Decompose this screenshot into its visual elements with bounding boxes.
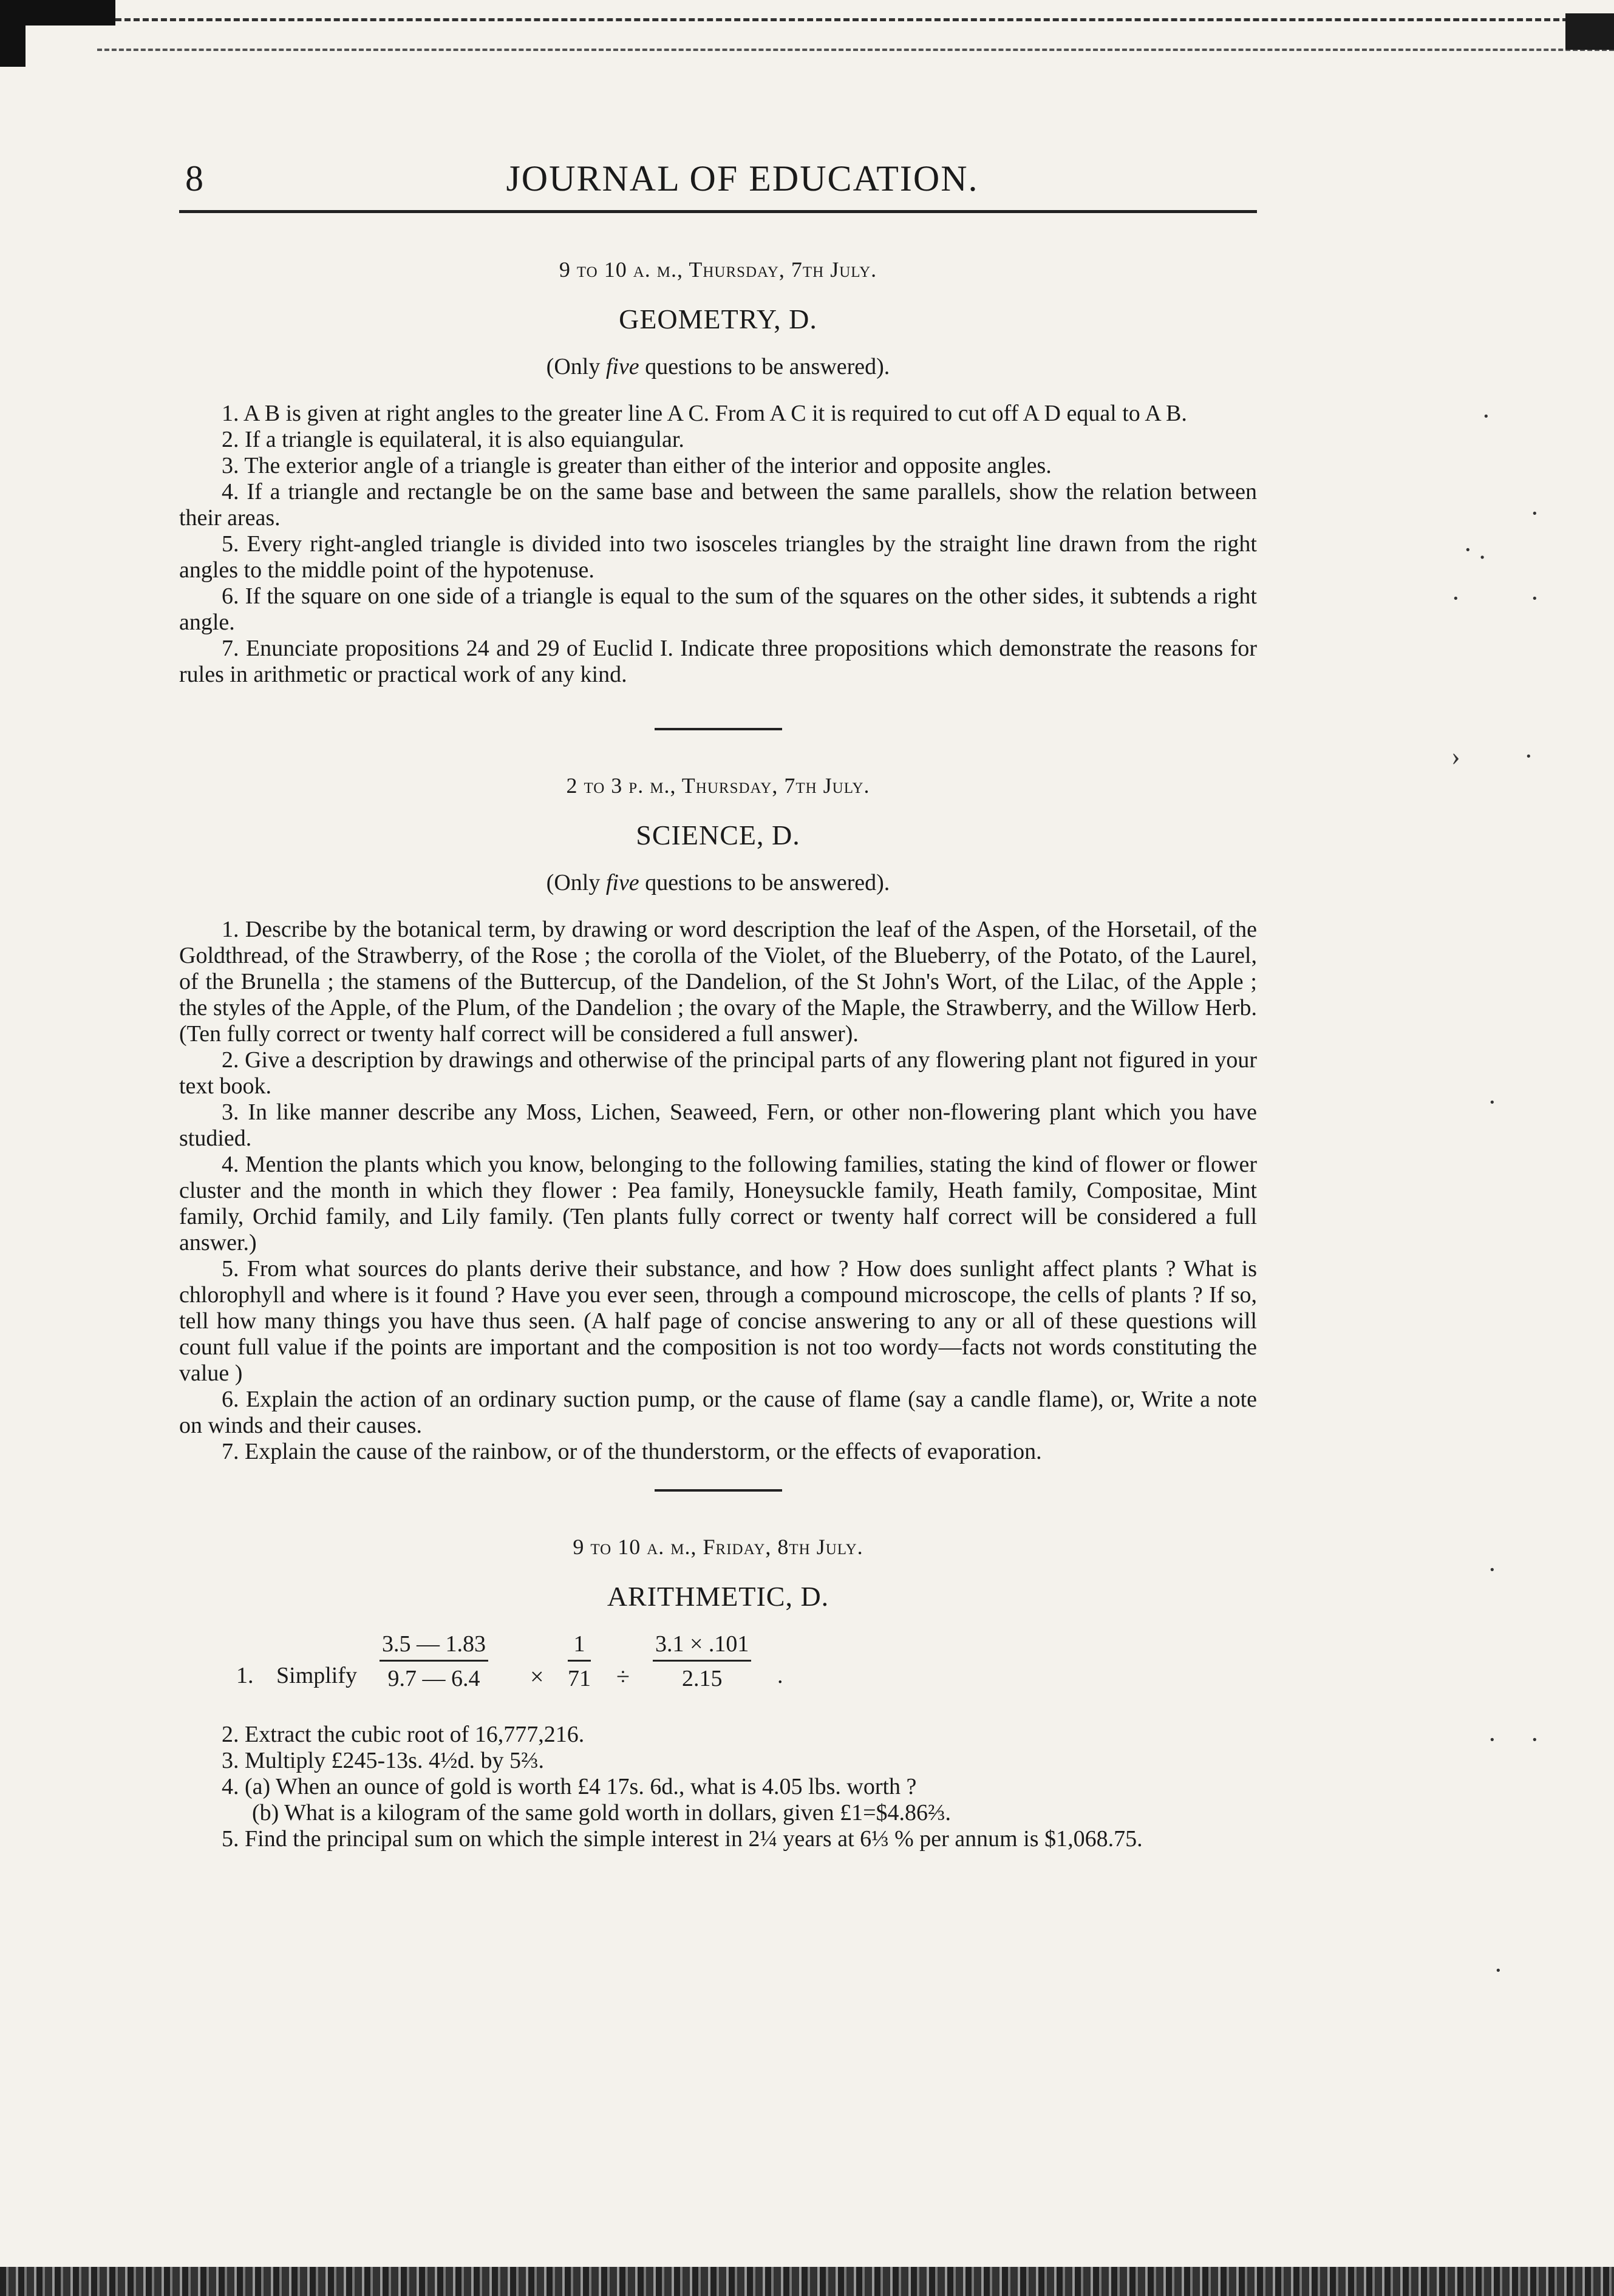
question: 7. Enunciate propositions 24 and 29 of Euclid I. Indicate three propositions which demonstrate the reasons for rules in arithmetic or practical work of any kind. [179,636,1257,687]
section-divider [655,728,782,730]
fraction-numerator: 1 [568,1631,591,1662]
fraction-denominator: 71 [568,1666,591,1691]
exam-subject: GEOMETRY, D. [619,304,817,335]
question: 3. In like manner describe any Moss, Lichen, Seaweed, Fern, or other non-flowering plant which you have studied. [179,1099,1257,1151]
question: (b) What is a kilogram of the same gold worth in dollars, given £1=$4.86⅔. [252,1800,952,1826]
divide-sign: ÷ [616,1663,630,1690]
fraction-numerator: 3.1 × .101 [653,1631,751,1662]
question: 5. Every right-angled triangle is divided into two isosceles triangles by the straight line drawn from the right angles to the middle point of the hypotenuse. [179,531,1257,583]
question-list [179,401,1257,688]
question: 4. If a triangle and rectangle be on the same base and between the same parallels, show the relation between their areas. [179,479,1257,531]
question: 1. Describe by the botanical term, by drawing or word description the leaf of the Aspen, of the Horsetail, of the Goldthread, of the Strawberry, of the Rose ; the corolla of the Violet, of the Blueberry, of the Potato, of the Laurel, of the Brunella ; the stamens of the Buttercup, of the Dandelion, of the St John's Wort, of the Lilac, of the Apple ; the styles of the Apple, of the Plum, of the Dandelion ; the ovary of the Maple, the Strawberry, and the Willow Herb. (Ten fully correct or twenty half correct will be considered a full answer). [179,917,1257,1047]
margin-specks: · · · . · · › · · · · · · [1451,401,1539,1985]
end-period: . [777,1663,783,1688]
question: 3. Multiply £245-13s. 4½d. by 5⅔. [222,1748,544,1773]
exam-instruction: (Only five questions to be answered). [546,354,890,379]
question-list [179,917,1257,1465]
question: 5. Find the principal sum on which the simple interest in 2¼ years at 6⅓ % per annum is $1,068.75. [222,1826,1143,1852]
fraction-denominator: 2.15 [681,1666,723,1691]
fraction-2 [568,1631,591,1692]
question: 3. The exterior angle of a triangle is greater than either of the interior and opposite angles. [222,453,1052,478]
exam-time: 9 to 10 a. m., Friday, 8th July. [573,1535,863,1559]
journal-title: JOURNAL OF EDUCATION. [506,158,979,199]
exam-subject: SCIENCE, D. [636,820,800,851]
journal-page [179,152,1257,1852]
section-arithmetic [179,1534,1257,1852]
fraction-3 [653,1631,751,1692]
question-list [179,1722,1257,1852]
fraction-numerator: 3.5 — 1.83 [380,1631,488,1662]
exam-time: 9 to 10 a. m., Thursday, 7th July. [559,257,877,282]
question: 4. (a) When an ounce of gold is worth £4 17s. 6d., what is 4.05 lbs. worth ? [222,1774,917,1799]
exam-instruction: (Only five questions to be answered). [546,870,890,895]
question: 4. Mention the plants which you know, belonging to the following families, stating the kind of flower or flower cluster and the month in which they flower : Pea family, Honeysuckle family, Heath family, Compositae, Mint family, Orchid family, and Lily family. (Ten plants fully correct or twenty half correct will be considered a full answer.) [179,1152,1257,1255]
scan-dash-line-lower [97,49,1614,51]
fraction-denominator: 9.7 — 6.4 [387,1666,480,1691]
question-number: 1. [236,1663,254,1688]
question: 1. A B is given at right angles to the greater line A C. From A C it is required to cut off A D equal to A B. [222,401,1187,426]
question: 6. If the square on one side of a triangle is equal to the sum of the squares on the other sides, it subtends a right angle. [179,583,1257,635]
question: 2. Give a description by drawings and otherwise of the principal parts of any flowering plant not figured in your text book. [179,1047,1257,1099]
section-geometry [179,257,1257,688]
page-number: 8 [185,158,203,199]
exam-subject: ARITHMETIC, D. [607,1581,829,1612]
section-science [179,773,1257,1465]
fraction-1 [380,1631,488,1692]
question: 2. If a triangle is equilateral, it is also equiangular. [222,427,684,452]
scan-dash-line [115,18,1614,21]
simplify-question [179,1631,1257,1722]
question: 7. Explain the cause of the rainbow, or of the thunderstorm, or the effects of evaporation. [222,1439,1042,1464]
question: 2. Extract the cubic root of 16,777,216. [222,1722,585,1747]
question: 5. From what sources do plants derive their substance, and how ? How does sunlight affect plants ? What is chlorophyll and where is it found ? Have you ever seen, through a compound microscope, the cells of plants ? If so, tell how many things you have thus seen. (A half page of concise answering to any or all of these questions will count full value if the points are important and the composition is not too wordy—facts not words constituting the value ) [179,1256,1257,1386]
section-divider [655,1489,782,1492]
scan-top-edge [0,0,1614,67]
question: 6. Explain the action of an ordinary suction pump, or the cause of flame (say a candle flame), or, Write a note on winds and their causes. [179,1387,1257,1438]
page-header [179,152,1257,213]
scan-bottom-edge [0,2267,1614,2296]
simplify-label: Simplify [276,1663,358,1688]
exam-time: 2 to 3 p. m., Thursday, 7th July. [566,773,870,798]
scan-corner-mark-top [0,0,115,25]
times-sign: × [530,1663,544,1690]
